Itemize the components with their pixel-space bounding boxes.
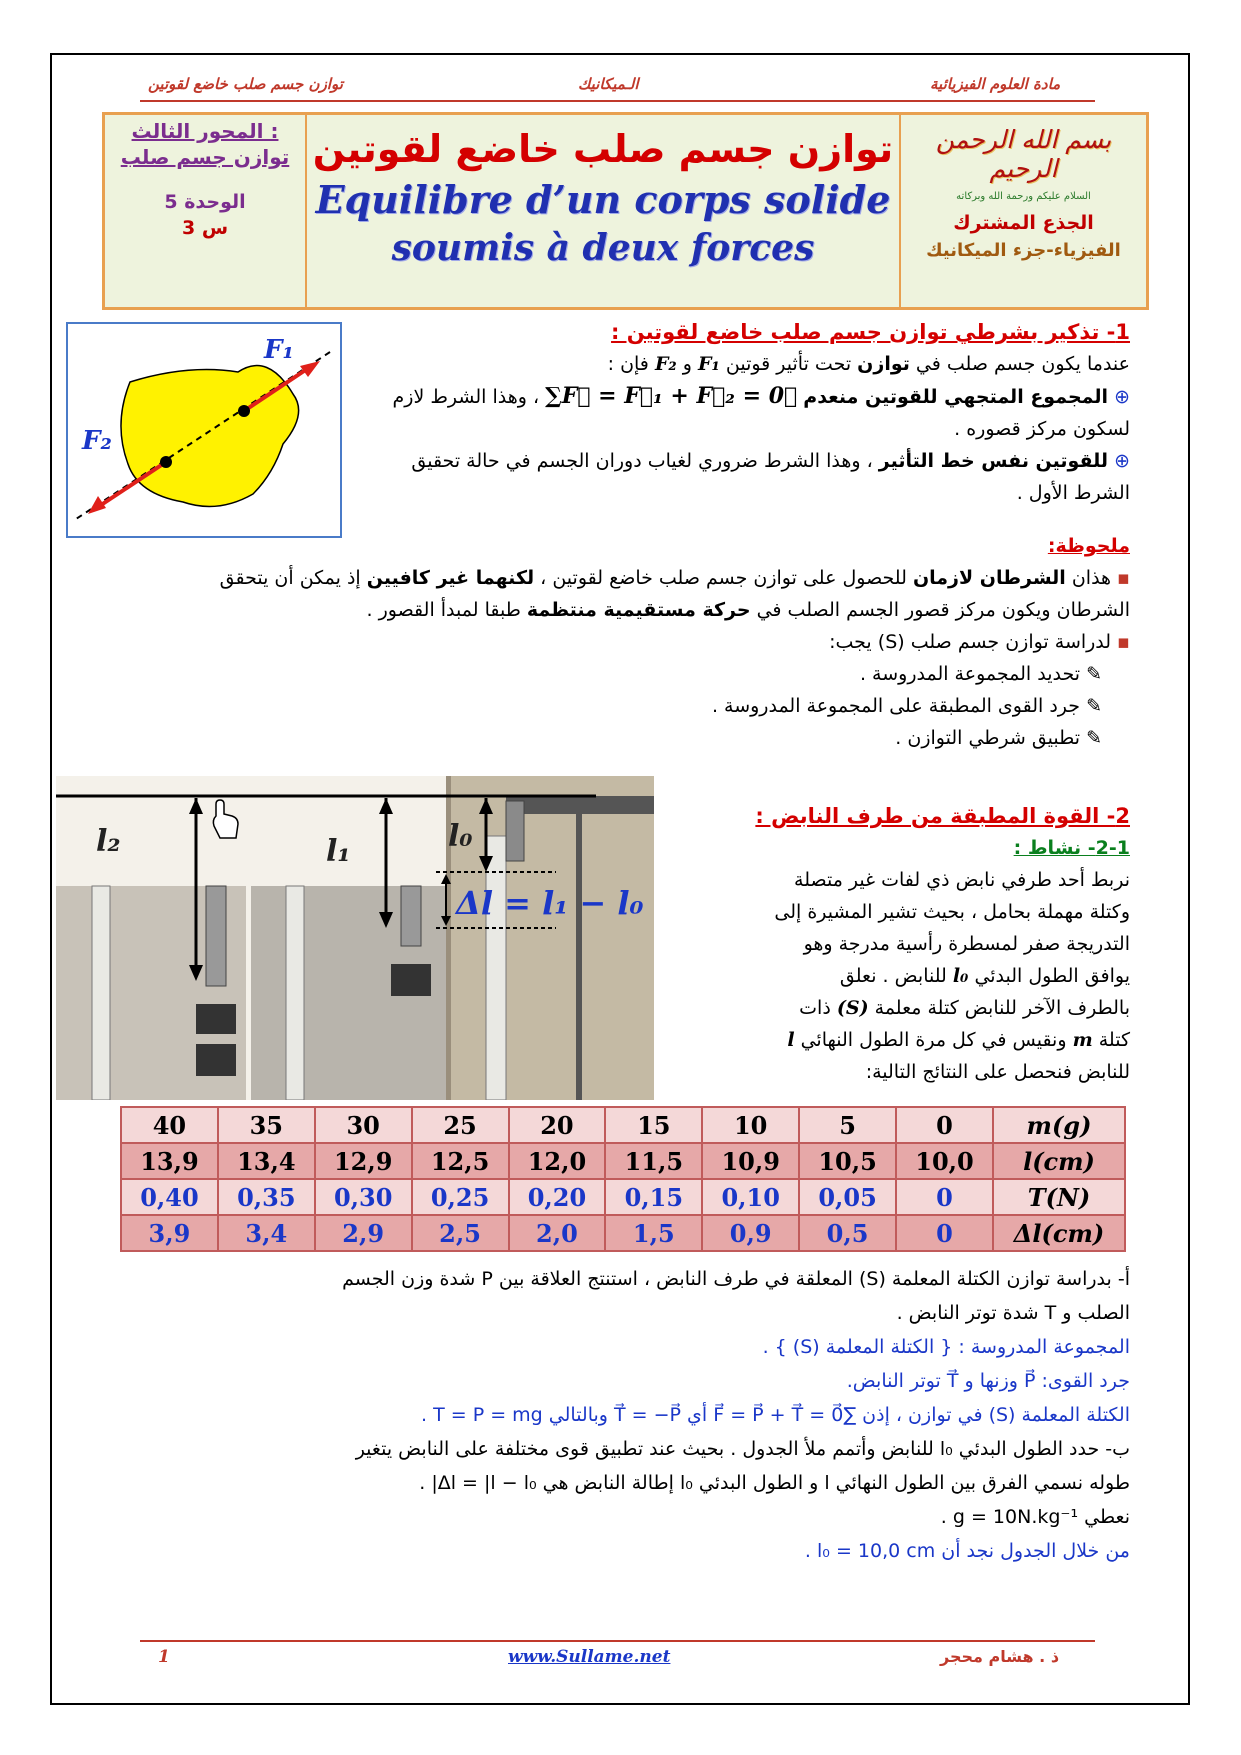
note-1: ▪ هذان الشرطان لازمان للحصول على توازن جسم صلب خاضع لقوتين ، لكنهما غير كافيين إذ يمكن أن يتحقق الشرطان ويكون مركز قصور الجسم الصلب في حركة مستقيمية منتظمة طبقا لمبدأ القصور . <box>219 567 1130 621</box>
two-forces-diagram <box>68 324 340 536</box>
two-forces-figure <box>66 322 342 538</box>
spring-unloaded <box>506 801 524 861</box>
header-dl: Δl(cm) <box>993 1215 1125 1251</box>
level-label: الجذع المشترك <box>953 212 1094 234</box>
square-bullet-icon: ▪ <box>1111 567 1130 589</box>
header-axis <box>105 115 307 307</box>
pencil-icon: ✎ <box>1080 695 1102 717</box>
question-b-2: طوله نسمي الفرق بين الطول النهائي l و الطول البدئي l₀ إطالة النابض هي Δl = |l − l₀| . <box>419 1472 1130 1494</box>
question-b-1: ب- حدد الطول البدئي l₀ للنابض وأتمم ملأ الجدول . بحيث عند تطبيق قوى مختلفة على النابض يتغير <box>355 1438 1130 1460</box>
step-3: ✎ تطبيق شرطي التوازن . <box>895 727 1102 749</box>
answer-forces: جرد القوى: P⃗ وزنها و T⃗ توتر النابض. <box>846 1370 1130 1392</box>
header-box <box>102 112 1149 310</box>
activity-line-4: يوافق الطول البدئي l₀ للنابض . نعلق <box>839 965 1130 987</box>
title-french-1: Equilibre d’un corps solide <box>315 177 891 222</box>
activity-line-3: التدريجة صفر لمسطرة رأسية مدرجة وهو <box>803 933 1130 955</box>
header-m: m(g) <box>993 1107 1125 1143</box>
hours-label: 3 س <box>181 217 229 239</box>
footer-divider <box>140 1640 1095 1642</box>
spring-photo <box>56 776 654 1100</box>
question-a-1: أ- بدراسة توازن الكتلة المعلمة (S) المعلقة في طرف النابض ، استنتج العلاقة بين P شدة وزن الجسم <box>342 1268 1130 1290</box>
header-level <box>901 115 1146 307</box>
step-2: ✎ جرد القوى المطبقة على المجموعة المدروسة . <box>711 695 1102 717</box>
questions <box>130 1262 1130 1568</box>
answer-relation: الكتلة المعلمة (S) في توازن ، إذن ∑F⃗ = P⃗ + T⃗ = 0⃗ أي T⃗ = −P⃗ وبالتالي T = P = mg . <box>421 1404 1130 1426</box>
section1-title: 1- تذكير بشرطي توازن جسم صلب خاضع لقوتين : <box>611 320 1130 344</box>
mass-1 <box>196 1004 236 1034</box>
subject-label: الفيزياء-جزء الميكانيك <box>926 240 1121 261</box>
site-link[interactable]: www.Sullame.net <box>508 1647 671 1667</box>
delta-l-label: Δl = l₁ − l₀ <box>456 884 644 922</box>
f2-label: F₂ <box>82 426 112 456</box>
force-f1-head <box>300 361 320 377</box>
question-a-2: الصلب و T شدة توتر النابض . <box>896 1302 1130 1324</box>
solid-body <box>121 366 299 507</box>
activity-line-1: نربط أحد طرفي نابض ذي لفات غير متصلة <box>794 869 1130 891</box>
header-title <box>307 115 901 307</box>
results-table <box>120 1106 1126 1252</box>
top-bar-left: توازن جسم صلب خاضع لقوتين <box>148 75 343 93</box>
pencil-icon: ✎ <box>1080 727 1102 749</box>
header-l: l(cm) <box>993 1143 1125 1179</box>
equilibrium-equation: ∑F⃗ = F⃗₁ + F⃗₂ = 0⃗ <box>545 383 798 409</box>
spring-one-mass <box>401 886 421 946</box>
f1-label: F₁ <box>264 335 294 365</box>
question-b-3: نعطي g = 10N.kg⁻¹ . <box>940 1506 1130 1528</box>
top-bar-center: الـميكانيك <box>578 75 639 93</box>
l2-label: l₂ <box>96 824 121 859</box>
table-row-l: 13,9 13,4 12,9 12,5 12,0 11,5 10,9 10,5 10,0 l(cm) <box>121 1143 1125 1179</box>
spring-two-masses <box>206 886 226 986</box>
activity-line-5: بالطرف الآخر للنابض كتلة معلمة (S) ذات <box>799 997 1130 1019</box>
application-point-1 <box>238 405 250 417</box>
section2 <box>660 800 1130 1088</box>
title-arabic: توازن جسم صلب خاضع لقوتين <box>312 127 894 171</box>
basmala: بسم الله الرحمن الرحيم <box>935 125 1112 183</box>
answer-system: المجموعة المدروسة : { الكتلة المعلمة (S) } . <box>762 1336 1130 1358</box>
l1-label: l₁ <box>326 834 351 869</box>
answer-l0: من خلال الجدول نجد أن l₀ = 10,0 cm . <box>804 1540 1130 1562</box>
pencil-icon: ✎ <box>1080 663 1102 685</box>
condition-2: ⊕ للقوتين نفس خط التأثير ، وهذا الشرط ضروري لغياب دوران الجسم في حالة تحقيق الشرط الأول . <box>411 450 1130 504</box>
note-block <box>150 530 1130 754</box>
step-1: ✎ تحديد المجموعة المدروسة . <box>859 663 1102 685</box>
activity-title: 2-1- نشاط : <box>1013 837 1130 859</box>
section1 <box>360 316 1130 509</box>
table-row-m: 40 35 30 25 20 15 10 5 0 m(g) <box>121 1107 1125 1143</box>
section1-intro: عندما يكون جسم صلب في توازن تحت تأثير قوتين F₁ و F₂ فإن : <box>607 353 1130 375</box>
mass-3 <box>391 964 431 996</box>
axis-title: توازن جسم صلب <box>120 145 290 169</box>
author-name: ذ . هشام محجر <box>940 1647 1060 1666</box>
greeting: السلام عليكم ورحمة الله وبركاته <box>956 191 1091 202</box>
page-number: 1 <box>158 1647 170 1667</box>
square-bullet-icon: ▪ <box>1111 631 1130 653</box>
section2-title: 2- القوة المطبقة من طرف النابض : <box>755 804 1130 828</box>
axis-label: المحور الثالث : <box>131 119 279 143</box>
title-french-2: soumis à deux forces <box>391 227 815 269</box>
crosshair-bullet-icon: ⊕ <box>1108 386 1130 408</box>
spring-diagram <box>56 776 654 1100</box>
condition-1: ⊕ المجموع المتجهي للقوتين منعدم ∑F⃗ = F⃗₁ + F⃗₂ = 0⃗ ، وهذا الشرط لازم لسكون مركز قصوره . <box>392 383 1130 440</box>
header-T: T(N) <box>993 1179 1125 1215</box>
note-2: ▪ لدراسة توازن جسم صلب (S) يجب: <box>829 631 1130 653</box>
note-title: ملحوظة: <box>1047 535 1130 557</box>
table-row-dl: 3,9 3,4 2,9 2,5 2,0 1,5 0,9 0,5 0 Δl(cm) <box>121 1215 1125 1251</box>
table-row-T: 0,40 0,35 0,30 0,25 0,20 0,15 0,10 0,05 0 T(N) <box>121 1179 1125 1215</box>
l0-label: l₀ <box>448 819 473 854</box>
activity-line-2: وكتلة مهملة بحامل ، بحيث تشير المشيرة إلى <box>774 901 1130 923</box>
force-f2-head <box>88 496 106 514</box>
crosshair-bullet-icon: ⊕ <box>1108 450 1130 472</box>
top-bar-right: مادة العلوم الفيزيائية <box>930 75 1061 93</box>
activity-line-6: كتلة m ونقيس في كل مرة الطول النهائي l <box>787 1029 1130 1051</box>
unit-label: الوحدة 5 <box>164 191 246 213</box>
activity-line-7: للنابض فنحصل على النتائج التالية: <box>865 1061 1130 1083</box>
application-point-2 <box>160 456 172 468</box>
mass-2 <box>196 1044 236 1076</box>
top-divider <box>140 100 1095 102</box>
